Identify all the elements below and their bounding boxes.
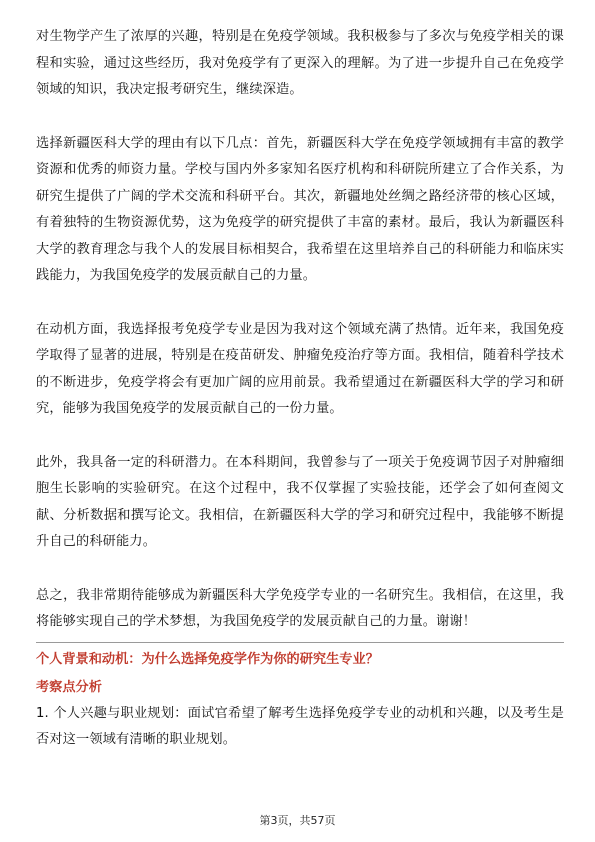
interview-question-heading: 个人背景和动机：为什么选择免疫学作为你的研究生专业？ <box>36 651 379 667</box>
analysis-heading: 考察点分析 <box>36 679 102 695</box>
page-indicator: 第3页，共57页 <box>259 814 336 827</box>
document-page <box>36 24 564 754</box>
body-paragraph: 选择新疆医科大学的理由有以下几点：首先，新疆医科大学在免疫学领域拥有丰富的教学资源和优秀的师资力量。学校与国内外多家知名医疗机构和科研院所建立了合作关系，为研究生提供了广阔的学术交流和科研平台。其次，新疆地处丝绸之路经济带的核心区域，有着独特的生物资源优势，这为免疫学的研究提供了丰富的素材。最后，我认为新疆医科大学的教育理念与我个人的发展目标相契合，我希望在这里培养自己的科研能力和临床实践能力，为我国免疫学的发展贡献自己的力量。 <box>36 135 564 283</box>
analysis-item: 1. 个人兴趣与职业规划：面试官希望了解考生选择免疫学专业的动机和兴趣，以及考生是否对这一领域有清晰的职业规划。 <box>36 705 564 747</box>
body-paragraph: 总之，我非常期待能够成为新疆医科大学免疫学专业的一名研究生。我相信，在这里，我将能够实现自己的学术梦想，为我国免疫学的发展贡献自己的力量。谢谢！ <box>36 587 564 629</box>
page-footer <box>0 813 595 829</box>
body-paragraph: 对生物学产生了浓厚的兴趣，特别是在免疫学领域。我积极参与了多次与免疫学相关的课程和实验，通过这些经历，我对免疫学有了更深入的理解。为了进一步提升自己在免疫学领域的知识，我决定报考研究生，继续深造。 <box>36 29 564 97</box>
section-divider <box>36 642 564 643</box>
body-paragraph: 此外，我具备一定的科研潜力。在本科期间，我曾参与了一项关于免疫调节因子对肿瘤细胞生长影响的实验研究。在这个过程中，我不仅掌握了实验技能，还学会了如何查阅文献、分析数据和撰写论文。我相信，在新疆医科大学的学习和研究过程中，我能够不断提升自己的科研能力。 <box>36 454 564 549</box>
body-paragraph: 在动机方面，我选择报考免疫学专业是因为我对这个领域充满了热情。近年来，我国免疫学取得了显著的进展，特别是在疫苗研发、肿瘤免疫治疗等方面。我相信，随着科学技术的不断进步，免疫学将会有更加广阔的应用前景。我希望通过在新疆医科大学的学习和研究，能够为我国免疫学的发展贡献自己的一份力量。 <box>36 321 564 416</box>
